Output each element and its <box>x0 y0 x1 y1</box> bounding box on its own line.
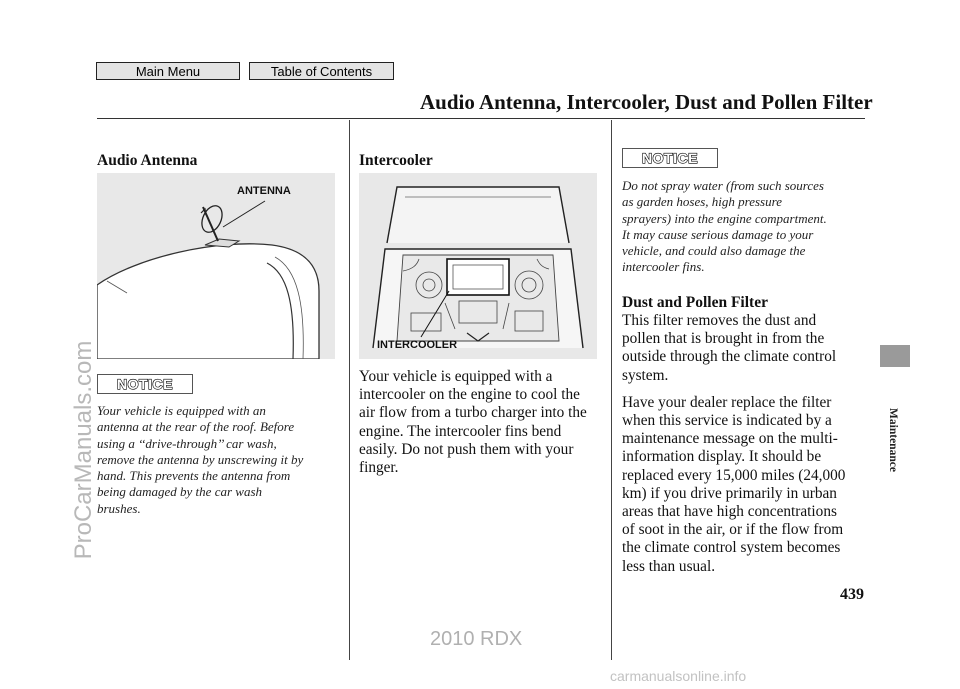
column-divider-right <box>611 120 612 660</box>
notice-line: sprayers) into the engine compartment. <box>622 210 827 226</box>
body-line: of soot in the air, or if the flow from <box>622 521 844 539</box>
section-label-text: Maintenance <box>887 408 899 472</box>
notice-line: hand. This prevents the antenna from <box>97 468 291 484</box>
body-line: system. <box>622 366 669 384</box>
notice-line: intercooler fins. <box>622 259 705 275</box>
dust-pollen-filter-heading: Dust and Pollen Filter <box>622 294 768 311</box>
page-number: 439 <box>840 586 864 603</box>
antenna-figure <box>97 173 335 359</box>
engine-bay-illustration <box>359 173 597 359</box>
notice-label: NOTICE <box>642 150 698 166</box>
intercooler-heading: Intercooler <box>359 152 433 169</box>
notice-line: remove the antenna by unscrewing it by <box>97 451 304 467</box>
body-line: air flow from a turbo charger into the <box>359 404 587 422</box>
notice-badge-intercooler <box>622 148 718 168</box>
body-line: intercooler on the engine to cool the <box>359 386 580 404</box>
antenna-heading: Audio Antenna <box>97 152 198 169</box>
body-line: finger. <box>359 459 399 477</box>
notice-label: NOTICE <box>117 376 173 392</box>
intercooler-figure <box>359 173 597 359</box>
notice-line: It may cause serious damage to your <box>622 226 814 242</box>
body-line: areas that have high concentrations <box>622 503 837 521</box>
watermark-bottom: carmanualsonline.info <box>610 668 747 684</box>
notice-line: antenna at the rear of the roof. Before <box>97 419 295 435</box>
body-line: This filter removes the dust and <box>622 312 817 329</box>
body-line: outside through the climate control <box>622 348 837 366</box>
body-line: easily. Do not push them with your <box>359 440 574 458</box>
intercooler-callout: INTERCOOLER <box>377 339 458 351</box>
body-line: when this service is indicated by a <box>622 412 832 430</box>
section-label <box>884 380 902 500</box>
intercooler-notice-text <box>622 178 867 276</box>
body-line: less than usual. <box>622 557 716 575</box>
header-divider <box>97 118 865 119</box>
body-line: engine. The intercooler fins bend <box>359 422 562 440</box>
footer-model: 2010 RDX <box>430 628 523 650</box>
notice-badge-antenna <box>97 374 193 394</box>
body-line: pollen that is brought in from the <box>622 330 825 348</box>
antenna-callout: ANTENNA <box>237 185 291 197</box>
section-tab <box>880 345 910 367</box>
body-line: replaced every 15,000 miles (24,000 <box>622 466 846 484</box>
notice-line: vehicle, and could also damage the <box>622 243 806 259</box>
body-line: km) if you drive primarily in urban <box>622 484 837 502</box>
page-title: Audio Antenna, Intercooler, Dust and Pollen Filter <box>420 90 873 114</box>
body-line: information display. It should be <box>622 448 822 466</box>
watermark-left <box>64 240 104 660</box>
antenna-notice-text <box>97 403 345 517</box>
notice-line: brushes. <box>97 500 141 516</box>
intercooler-description <box>359 368 609 477</box>
notice-line: Do not spray water (from such sources <box>622 178 824 193</box>
notice-line: being damaged by the car wash <box>97 484 263 500</box>
notice-line: using a ‘‘drive-through’’ car wash, <box>97 435 277 451</box>
notice-line: Your vehicle is equipped with an <box>97 403 266 418</box>
watermark-left-text: ProCarManuals.com <box>70 340 97 560</box>
main-menu-button[interactable]: Main Menu <box>96 62 240 80</box>
body-line: maintenance message on the multi- <box>622 430 838 448</box>
body-line: Have your dealer replace the filter <box>622 393 832 411</box>
table-of-contents-button[interactable]: Table of Contents <box>249 62 394 80</box>
paragraph-gap <box>622 385 867 394</box>
antenna-illustration <box>97 173 335 359</box>
notice-line: as garden hoses, high pressure <box>622 194 782 210</box>
body-line: the climate control system becomes <box>622 539 841 557</box>
column-divider-left <box>349 120 350 660</box>
dust-pollen-filter-description <box>622 312 867 576</box>
body-line: Your vehicle is equipped with a <box>359 368 553 385</box>
